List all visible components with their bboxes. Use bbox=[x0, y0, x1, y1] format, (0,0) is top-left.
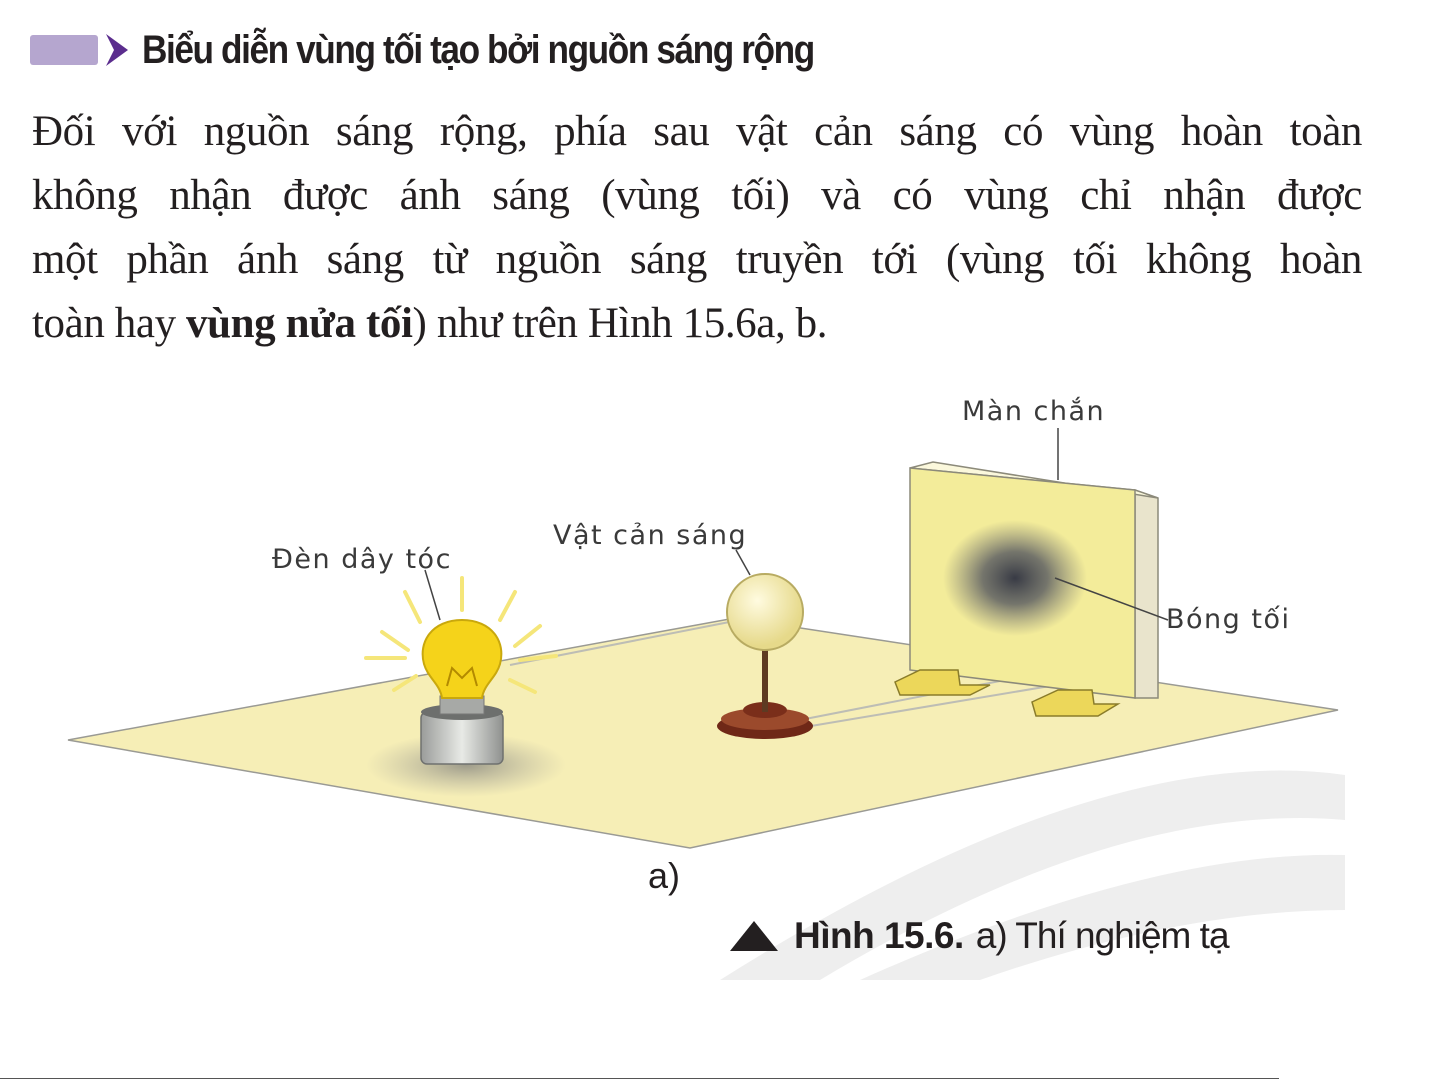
bold-term: vùng nửa tối bbox=[186, 300, 413, 347]
body-paragraph bbox=[32, 100, 1362, 356]
bottom-rule bbox=[0, 1078, 1279, 1079]
chevron-right-icon bbox=[104, 32, 130, 68]
paragraph-line: một phần ánh sáng từ nguồn sáng truyền tới (vùng tối không hoàn bbox=[32, 236, 1362, 283]
paragraph-line bbox=[32, 292, 1362, 356]
label-screen: Màn chắn bbox=[962, 396, 1106, 427]
caption-text: a) Thí nghiệm tạ bbox=[975, 915, 1229, 956]
section-heading bbox=[30, 22, 905, 78]
label-lamp: Đèn dây tóc bbox=[272, 544, 452, 575]
paragraph-text: toàn hay bbox=[32, 300, 187, 347]
paragraph-line: không nhận được ánh sáng (vùng tối) và có vùng chỉ nhận được bbox=[32, 172, 1362, 219]
heading-bar-decoration bbox=[30, 35, 98, 65]
figure-caption bbox=[728, 912, 1342, 960]
experiment-illustration bbox=[0, 380, 1441, 980]
heading-title: Biểu diễn vùng tối tạo bởi nguồn sáng rộng bbox=[142, 27, 814, 72]
label-obstacle: Vật cản sáng bbox=[553, 520, 748, 551]
figure-sub-label: a) bbox=[648, 855, 681, 896]
triangle-icon bbox=[728, 919, 780, 953]
caption-title: Hình 15.6. bbox=[794, 915, 964, 956]
screen-board bbox=[895, 462, 1158, 716]
paragraph-text: ) như trên Hình 15.6a, b. bbox=[412, 300, 828, 347]
paragraph-line: Đối với nguồn sáng rộng, phía sau vật cản sáng có vùng hoàn toàn bbox=[32, 108, 1362, 155]
label-shadow: Bóng tối bbox=[1166, 604, 1291, 635]
shadow-area bbox=[943, 520, 1087, 636]
figure-15-6 bbox=[0, 380, 1441, 980]
